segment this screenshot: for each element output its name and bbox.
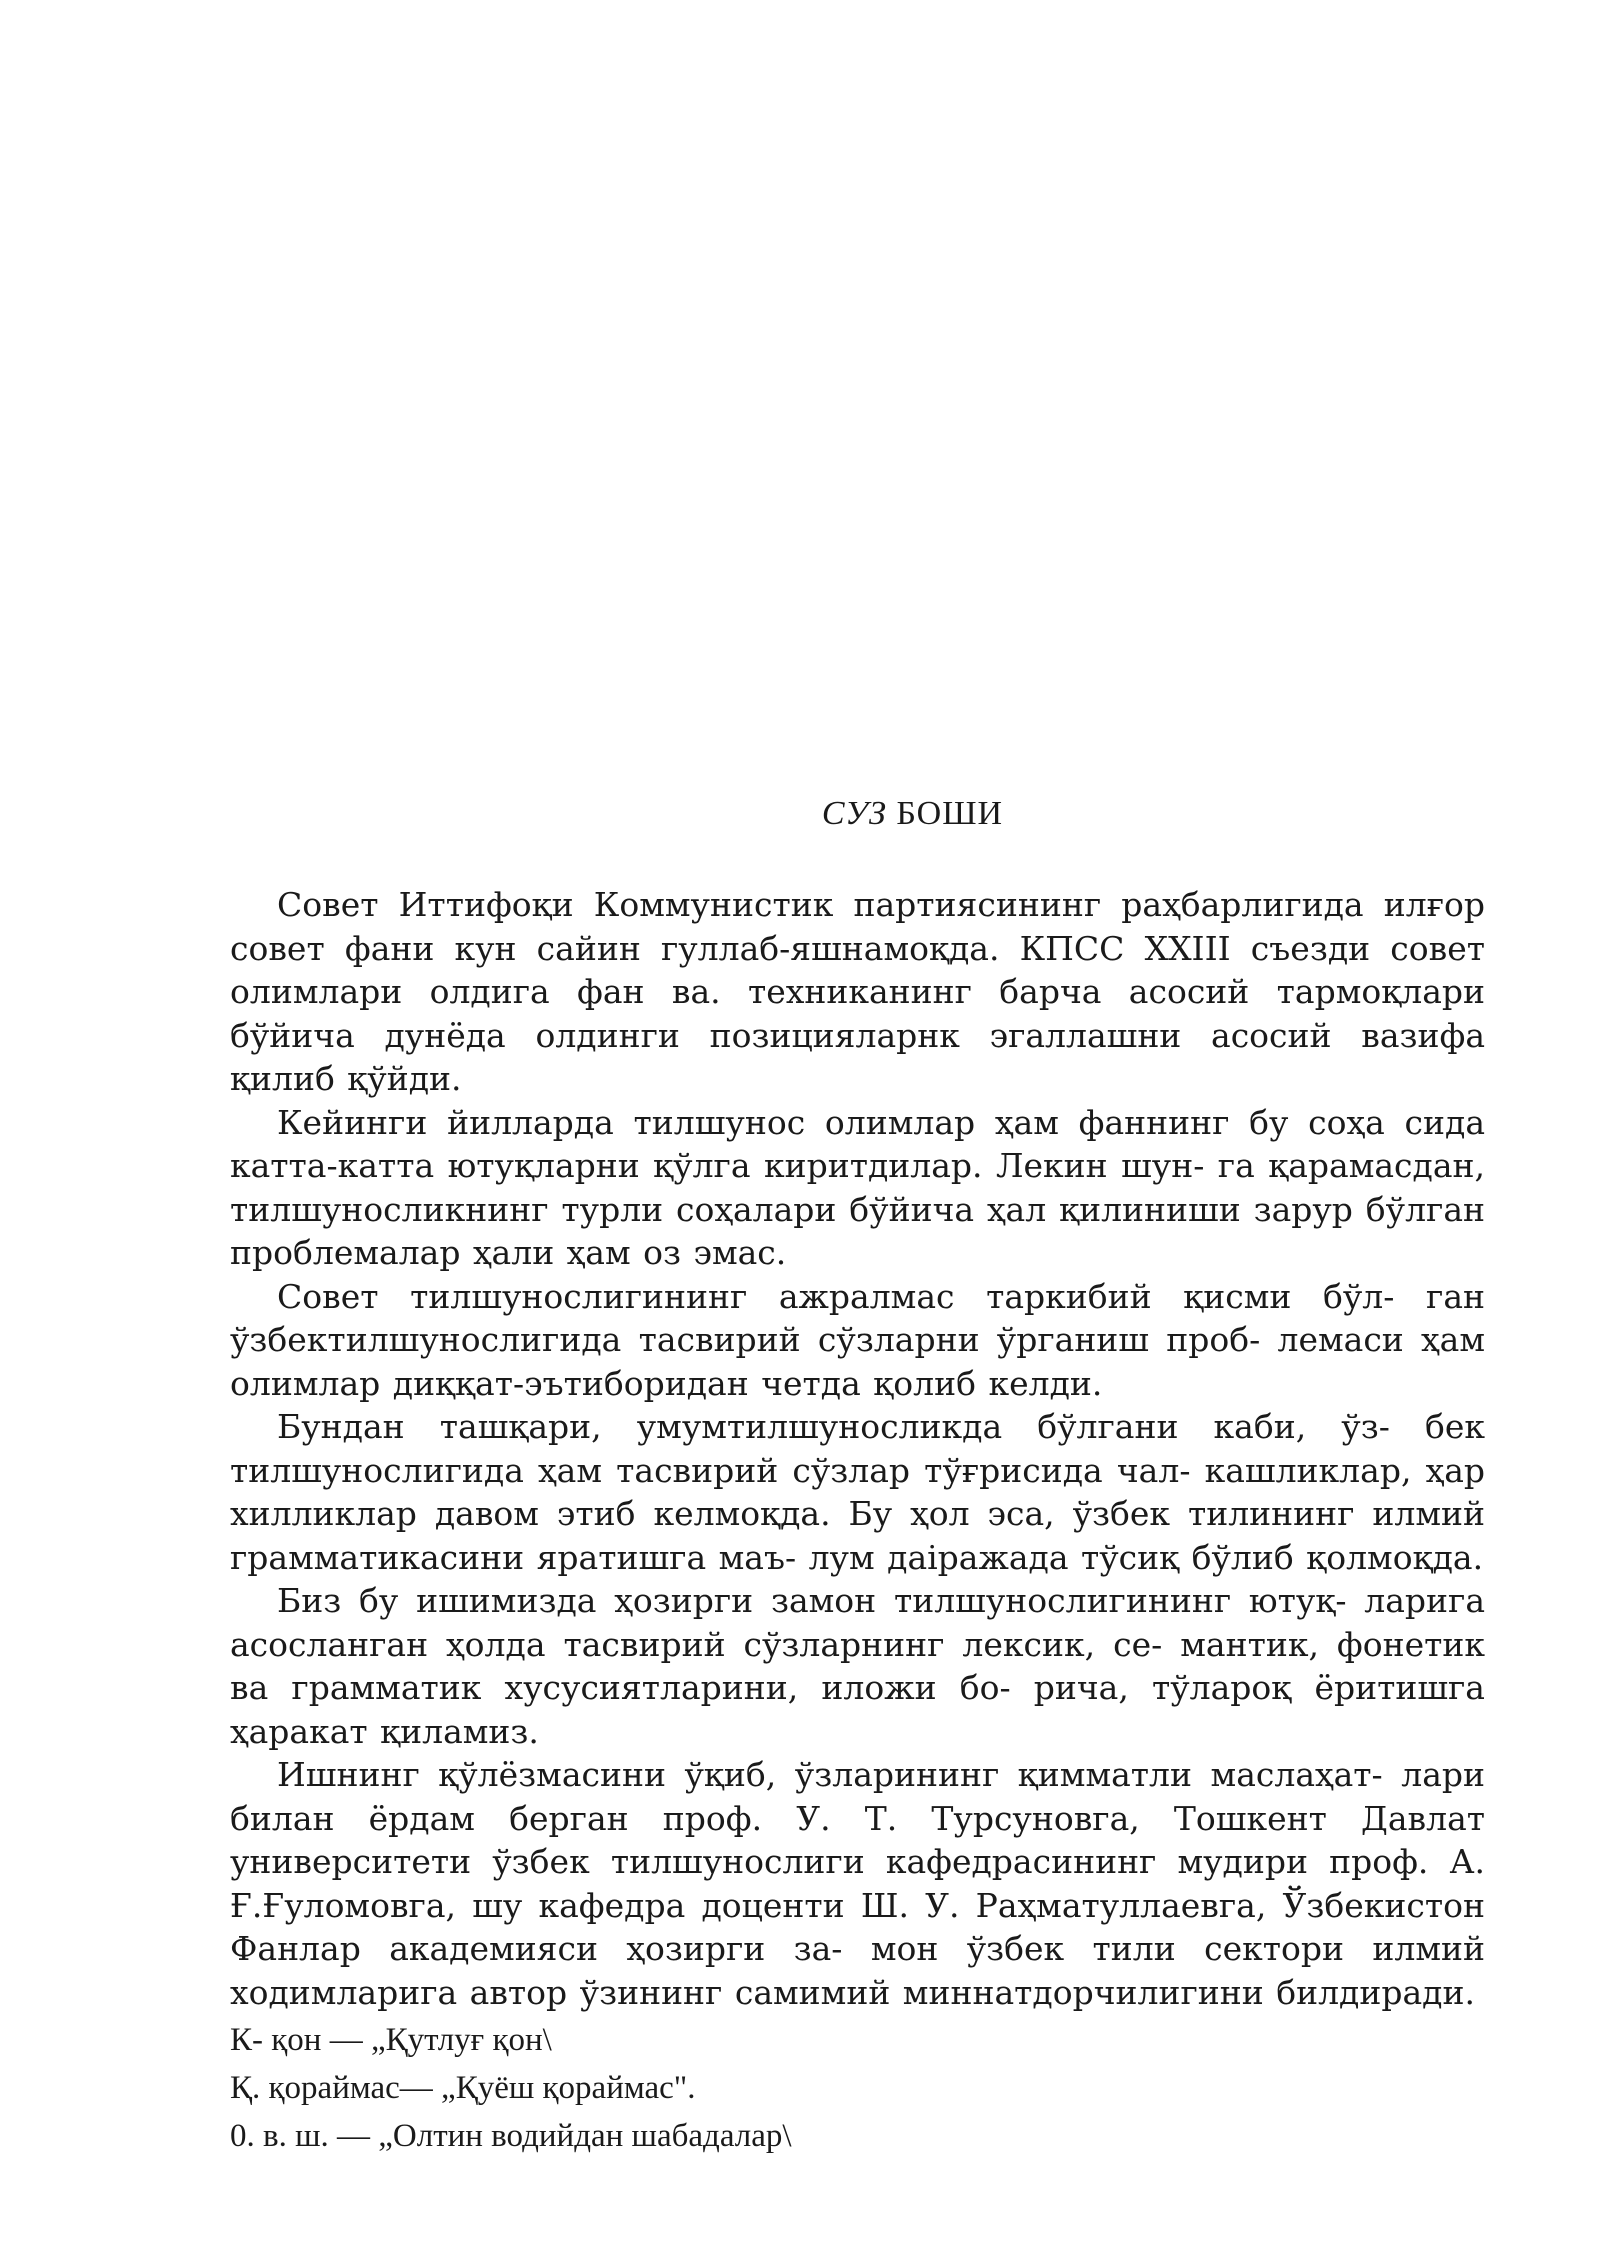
document-page bbox=[230, 795, 1485, 2160]
paragraph-6: Ишнинг қўлёзмасини ўқиб, ўзларининг қимматли маслаҳат- лари билан ёрдам берган проф. У. Т. Турсуновга, Тошкент Давлат университети ўзбек тилшунослиги кафедрасининг мудири проф. А. Ғ.Ғуломовга, шу кафедра доценти Ш. У. Раҳматуллаевга, Ўзбекистон Фанлар академияси ҳозирги за- мон ўзбек тили сектори илмий ходимларига автор ўзининг самимий миннатдорчилигини билдиради. bbox=[230, 1755, 1485, 2012]
page-title bbox=[230, 795, 1485, 833]
title-italic-part: СУЗ bbox=[821, 795, 887, 832]
abbreviation-item: К- қон — „Қутлуғ қон\ bbox=[230, 2022, 552, 2058]
paragraph-5: Биз бу ишимизда ҳозирги замон тилшунослигининг ютуқ- ларига асосланган ҳолда тасвирий сўзларнинг лексик, се- мантик, фонетик ва грамматик хусусиятларини, иложи бо- рича, тўлароқ ёритишга ҳаракат қиламиз. bbox=[230, 1581, 1485, 1751]
paragraph-4: Бундан ташқари, умумтилшуносликда бўлгани каби, ўз- бек тилшунослигида ҳам тасвирий сўзлар тўғрисида чал- кашликлар, ҳар хилликлар давом этиб келмоқда. Бу ҳол эса, ўзбек тилининг илмий грамматикасини яратишга маъ- лум даіражада тўсиқ бўлиб қолмоқда. bbox=[230, 1407, 1485, 1577]
abbreviation-item: Қ. қораймас— „Қуёш қораймас". bbox=[230, 2070, 696, 2106]
paragraph-2: Кейинги йилларда тилшунос олимлар ҳам фаннинг бу соҳа сида катта-катта ютуқларни қўлга киритдилар. Лекин шун- га қарамасдан, тилшуносликнинг турли соҳалари бўйича ҳал қилиниши зарур бўлган проблемалар ҳали ҳам оз эмас. bbox=[230, 1102, 1485, 1272]
abbreviation-item: 0. в. ш. — „Олтин водийдан шабадалар\ bbox=[230, 2118, 792, 2154]
title-rest: БОШИ bbox=[886, 795, 1004, 832]
abbreviation-list bbox=[230, 2016, 1485, 2160]
paragraph-1: Совет Иттифоқи Коммунистик партиясининг раҳбарлигида илғор совет фани кун сайин гуллаб-яшнамоқда. КПСС XXIII съезди совет олимлари олдига фан ва. техниканинг барча асосий тармоқлари бўйича дунёда олдинги позицияларнк эгаллашни асосий вазифа қилиб қўйди. bbox=[230, 885, 1485, 1098]
paragraph-3: Совет тилшунослигининг ажралмас таркибий қисми бўл- ган ўзбектилшунослигида тасвирий сўзларни ўрганиш проб- лемаси ҳам олимлар диққат-эътиборидан четда қолиб келди. bbox=[230, 1276, 1485, 1403]
